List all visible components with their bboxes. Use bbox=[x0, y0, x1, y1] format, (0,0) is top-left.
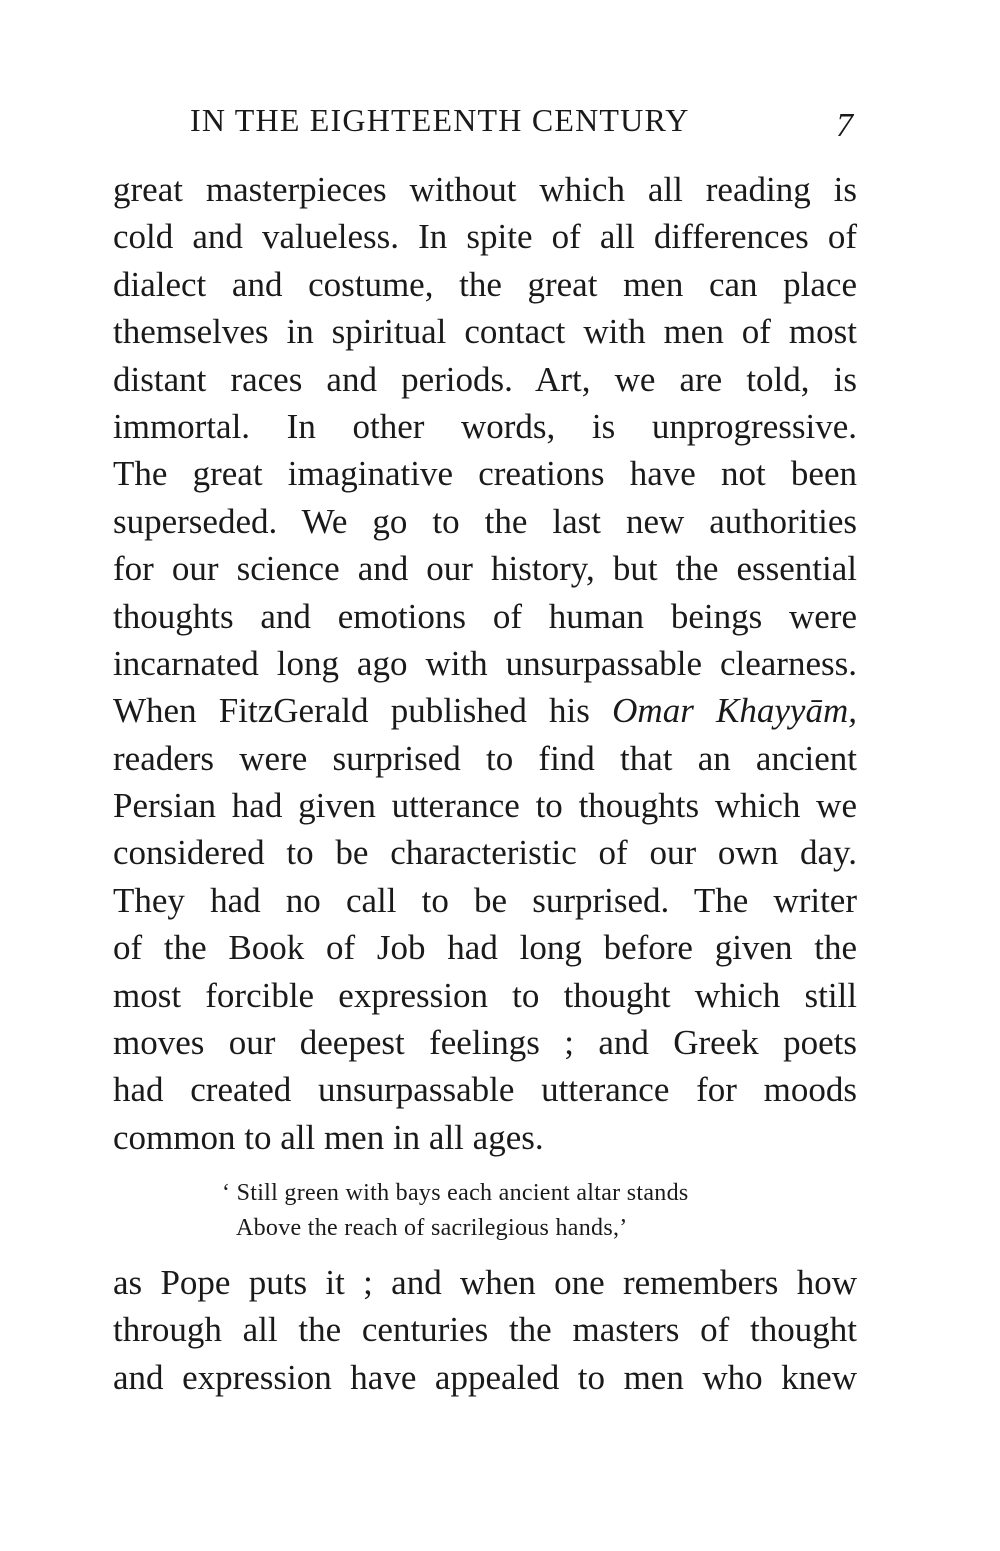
text-line: dialect and costume, the great men can place bbox=[113, 264, 857, 304]
running-head: IN THE EIGHTEENTH CENTURY bbox=[190, 102, 690, 138]
text-line: superseded. We go to the last new authorities bbox=[113, 501, 857, 541]
text-line: distant races and periods. Art, we are told, is bbox=[113, 359, 857, 399]
text-line: for our science and our history, but the essential bbox=[113, 549, 857, 589]
text-line: incarnated long ago with unsurpassable clearness. bbox=[113, 643, 857, 683]
page-number: 7 bbox=[836, 107, 853, 144]
text-line: as Pope puts it ; and when one remembers how bbox=[113, 1263, 857, 1302]
text-line: cold and valueless. In spite of all differences of bbox=[113, 217, 857, 257]
text-line: had created unsurpassable utterance for moods bbox=[113, 1070, 857, 1110]
paragraph-main bbox=[113, 166, 857, 1161]
text-line: common to all men in all ages. bbox=[113, 1117, 544, 1157]
text-line: The great imaginative creations have not been bbox=[113, 454, 857, 494]
text-line: moves our deepest feelings ; and Greek poets bbox=[113, 1023, 857, 1063]
text-line: thoughts and emotions of human beings were bbox=[113, 596, 857, 636]
text-line: great masterpieces without which all reading is bbox=[113, 170, 857, 209]
quote-line: Above the reach of sacrilegious hands,’ bbox=[236, 1215, 628, 1241]
paragraph-continued bbox=[113, 1259, 857, 1401]
text-line: considered to be characteristic of our own day. bbox=[113, 833, 857, 873]
verse-quotation bbox=[222, 1176, 782, 1246]
text-line: most forcible expression to thought which still bbox=[113, 975, 857, 1015]
text-line: readers were surprised to find that an ancient bbox=[113, 738, 857, 778]
text-line: themselves in spiritual contact with men of most bbox=[113, 312, 857, 352]
text-line: through all the centuries the masters of thought bbox=[113, 1310, 857, 1350]
book-title: Omar Khayyām, bbox=[612, 691, 857, 731]
text-line: of the Book of Job had long before given the bbox=[113, 928, 857, 968]
text-line-with-title bbox=[113, 687, 857, 734]
text-line: Persian had given utterance to thoughts which we bbox=[113, 786, 857, 826]
text-line: They had no call to be surprised. The writer bbox=[113, 880, 857, 920]
text-line: and expression have appealed to men who knew bbox=[113, 1357, 857, 1397]
quote-line: ‘ Still green with bays each ancient altar stands bbox=[222, 1180, 689, 1206]
text-fragment: When FitzGerald published his bbox=[113, 691, 590, 731]
text-line: immortal. In other words, is unprogressive. bbox=[113, 406, 857, 446]
